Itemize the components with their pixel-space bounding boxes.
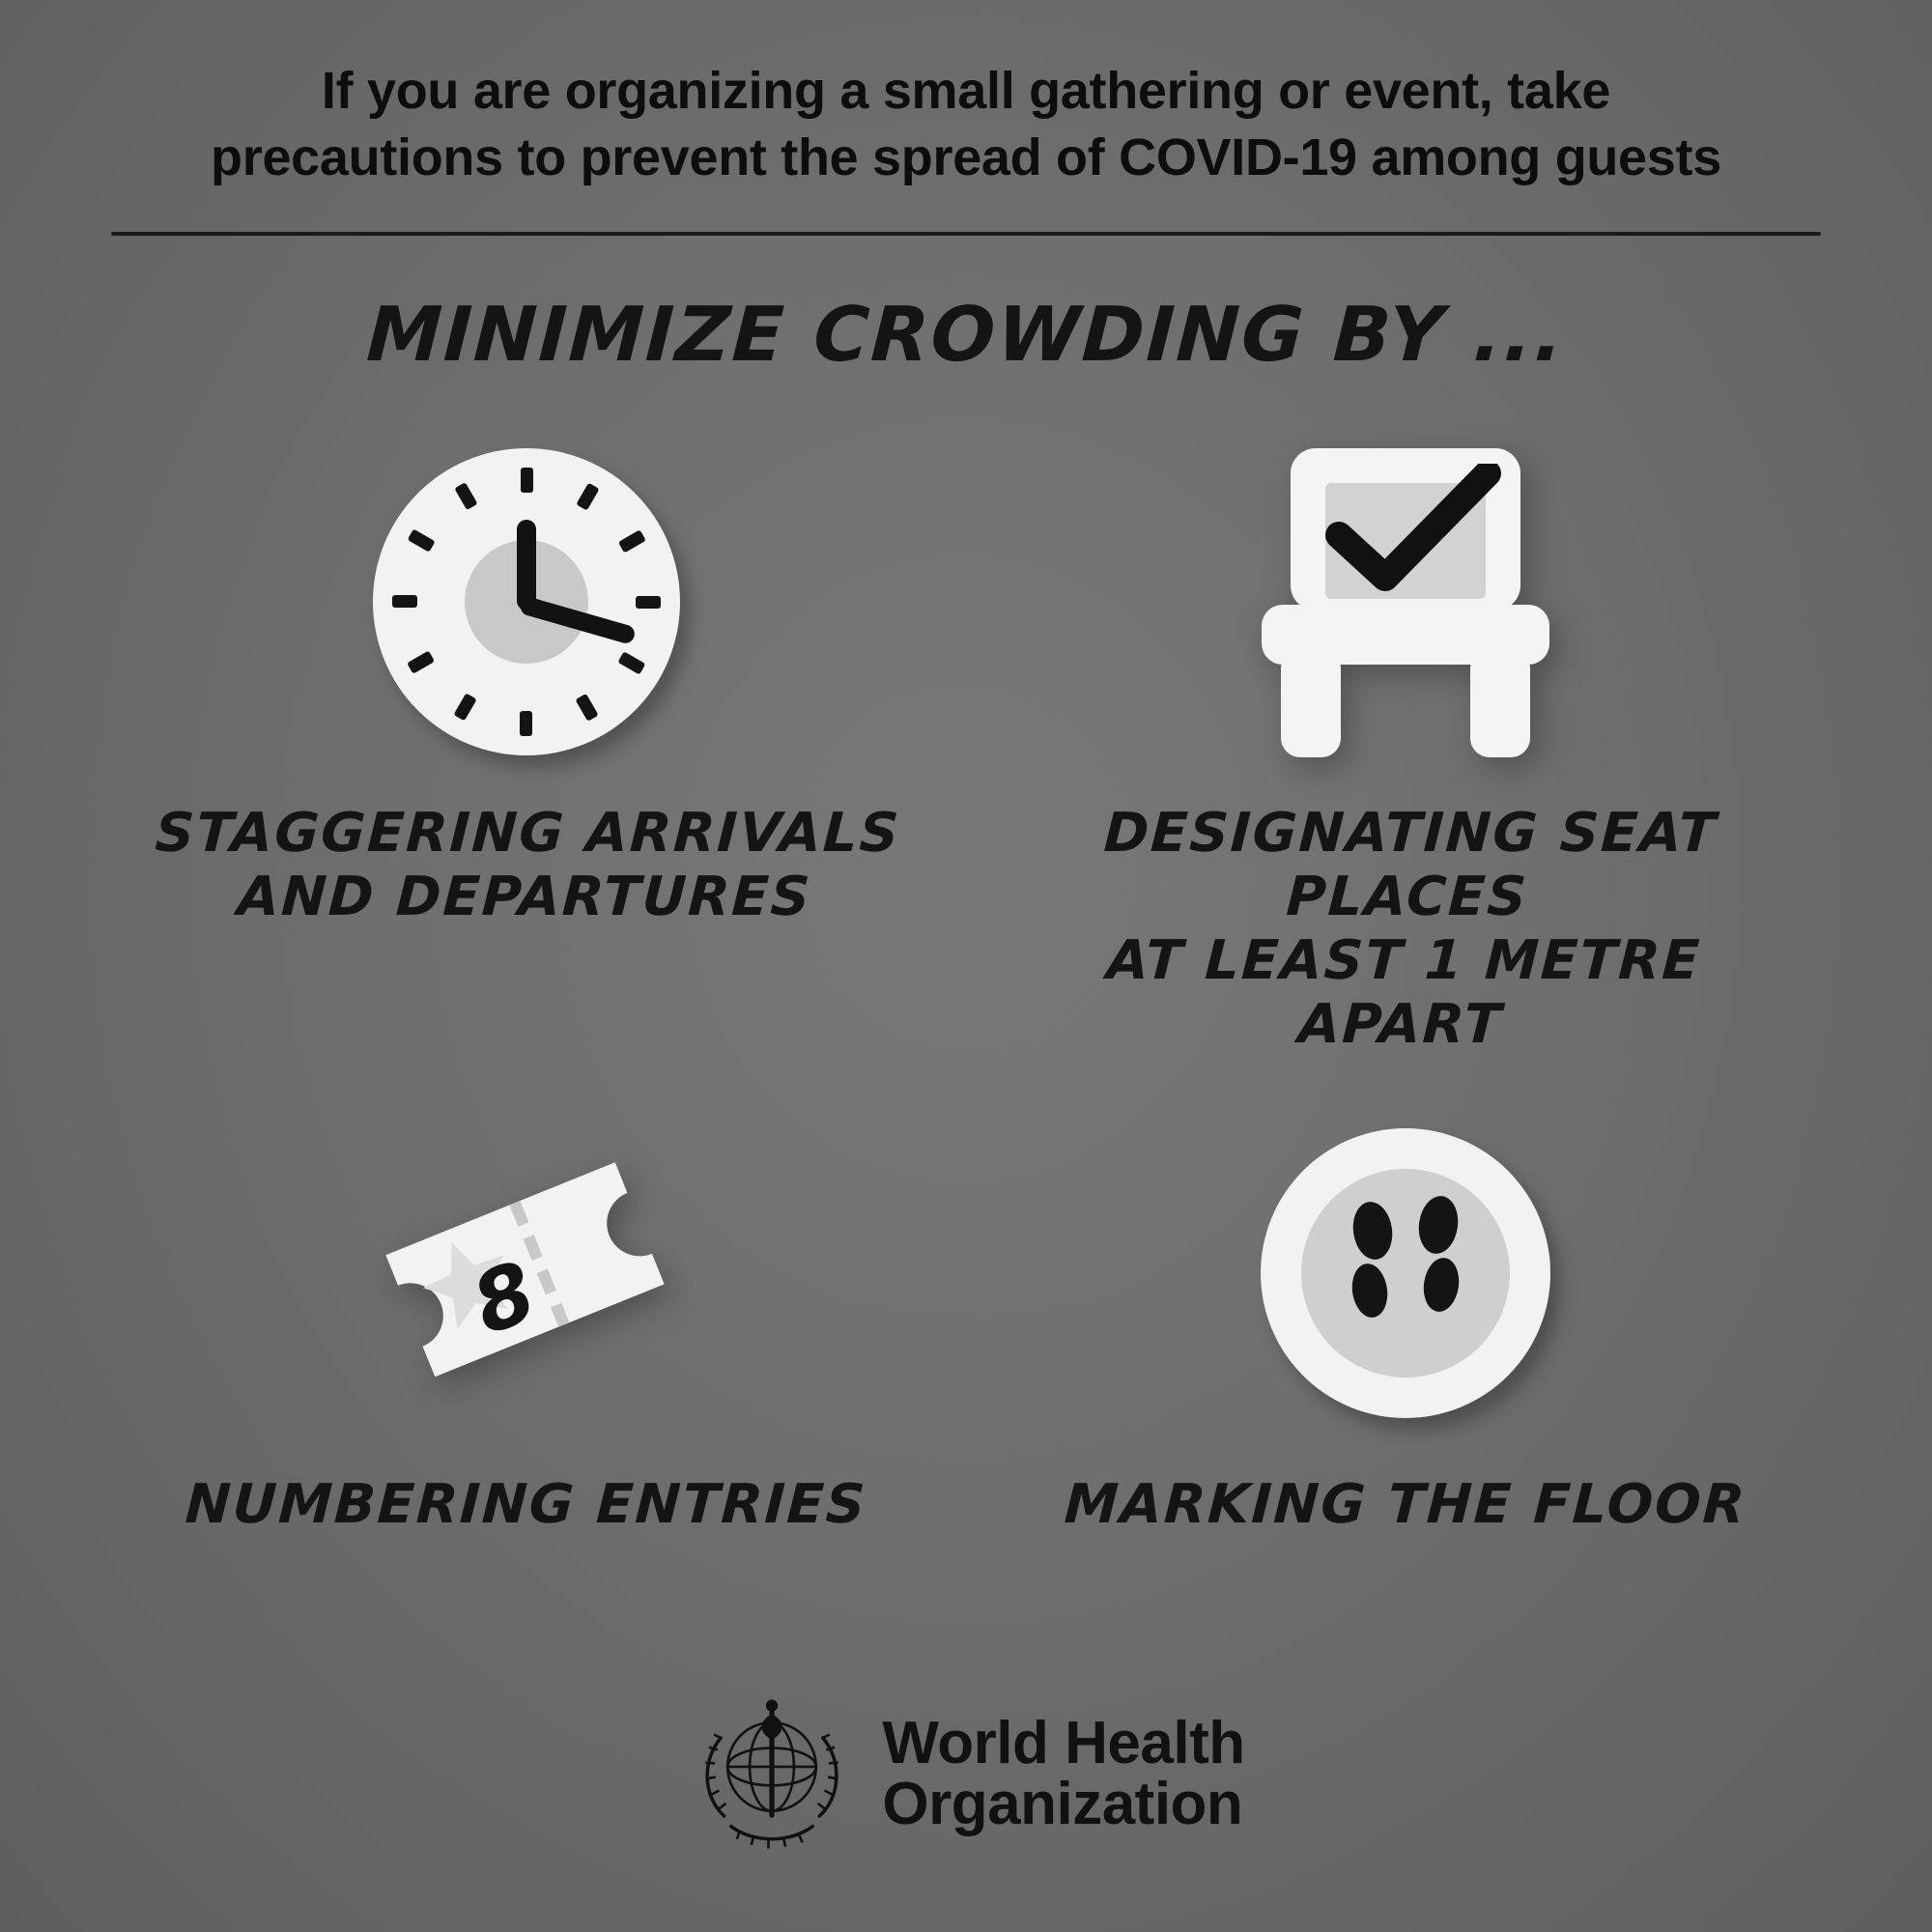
checkmark-icon [1321,464,1505,599]
clock-tick [454,482,477,510]
clock-tick [520,711,532,736]
item-numbering-entries [97,1094,956,1537]
clock-tick [636,596,661,609]
clock-tick [453,694,476,722]
item-label [151,802,902,929]
clock-tick [392,595,417,608]
footprints-icon-wrap [1261,1094,1550,1452]
clock-tick [575,694,598,722]
header-line-1: If you are organizing a small gathering or event, take [321,62,1611,120]
clock-tick [618,530,646,554]
item-label-line-1: DESIGNATING SEAT PLACES [1102,802,1719,929]
who-emblem-icon [687,1689,857,1859]
item-label-line-1: NUMBERING ENTRIES [184,1472,869,1536]
who-line-1: World Health [882,1709,1245,1776]
item-label [1003,802,1808,1057]
item-label-line-1: STAGGERING ARRIVALS [154,802,903,866]
item-label-line-2: AT LEAST 1 METRE APART [1105,929,1703,1057]
ticket-icon [353,1128,700,1418]
clock-tick [521,468,533,493]
clock-tick [617,652,645,675]
header [0,0,1932,236]
item-label [1063,1473,1747,1537]
clock-icon-wrap [373,423,680,781]
item-label-line-1: MARKING THE FLOOR [1063,1472,1748,1536]
item-label-line-2: AND DEPARTURES [236,866,814,929]
ticket-number: 8 [460,1241,551,1354]
who-line-2: Organization [882,1771,1243,1837]
who-wordmark [882,1709,1245,1837]
item-marking-the-floor [976,1094,1835,1537]
clock-tick [576,483,599,511]
item-label [185,1473,869,1537]
section-title: MINIMIZE CROWDING BY ... [364,292,1568,380]
chair-icon-wrap [1246,423,1565,781]
items-grid [97,423,1835,1536]
clock-tick [408,529,436,553]
item-designating-seat-places [976,423,1835,1057]
who-footer [0,1689,1932,1859]
ticket-icon-wrap [353,1094,700,1452]
chair-leg-left [1281,649,1341,757]
header-divider [111,232,1821,236]
footprints-icon [1261,1128,1550,1418]
clock-tick [407,651,435,674]
item-staggering-arrivals [97,423,956,1057]
clock-icon [373,448,680,755]
header-line-2: precautions to prevent the spread of COVID-19 among guests [211,128,1721,187]
chair-leg-right [1470,649,1530,757]
chair-with-checkmark-icon [1246,442,1565,761]
footprints-shape [1309,1177,1502,1370]
